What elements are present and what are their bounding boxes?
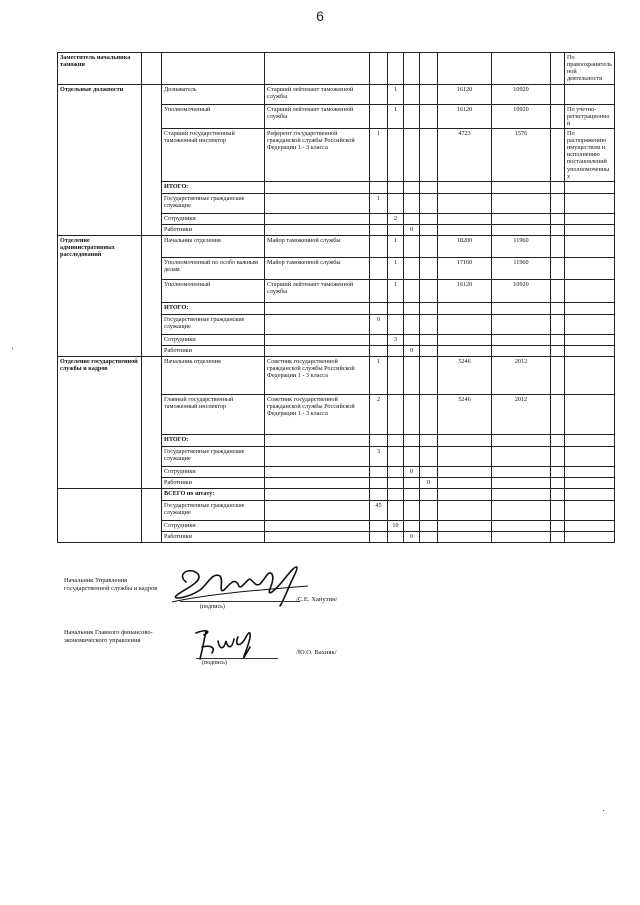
- signature-2-icon: [190, 625, 270, 665]
- salary-cell: 16120: [438, 104, 492, 128]
- scan-speck: [12, 348, 13, 349]
- signature-line-1: [180, 601, 300, 602]
- unit-cell: Заместитель начальника таможни: [58, 53, 142, 85]
- position-cell: Уполномоченный по особо важным делам: [162, 257, 265, 279]
- salary-cell: 16120: [438, 279, 492, 302]
- workers-count: 0: [404, 345, 420, 356]
- signatory-title-2: Начальник Главного финансово-экономического управления: [64, 629, 153, 644]
- unit-cell: Отдельные должности: [58, 84, 142, 235]
- staff-label: Сотрудники: [162, 466, 265, 477]
- civil-label: Государственные гражданские служащие: [162, 446, 265, 466]
- position-cell: Главный государственный таможенный инспектор: [162, 394, 265, 434]
- table-row: [58, 84, 615, 104]
- total-label: ИТОГО:: [162, 181, 265, 193]
- staffing-table: [57, 52, 615, 543]
- workers-count: 0: [404, 531, 420, 542]
- count-cell: 1: [388, 84, 404, 104]
- civil-label: Государственные гражданские служащие: [162, 193, 265, 213]
- allowance-cell: 1576: [492, 128, 551, 181]
- position-cell: Уполномоченный: [162, 279, 265, 302]
- allowance-cell: 11960: [492, 257, 551, 279]
- rank-cell: Майор таможенной службы: [265, 257, 370, 279]
- civil-count: 0: [370, 314, 388, 334]
- allowance-cell: 2012: [492, 356, 551, 394]
- workers-label: Работники: [162, 477, 265, 488]
- grand-total-label: ВСЕГО по штату:: [162, 488, 265, 500]
- table-row: [58, 235, 615, 257]
- salary-cell: 16120: [438, 84, 492, 104]
- position-cell: Уполномоченный: [162, 104, 265, 128]
- workers-count: 0: [404, 224, 420, 235]
- signature-line-2: [196, 658, 278, 659]
- salary-cell: 4723: [438, 128, 492, 181]
- table-row: [58, 53, 615, 85]
- allowance-cell: 10920: [492, 104, 551, 128]
- count-cell: 1: [388, 104, 404, 128]
- total-label: ИТОГО:: [162, 302, 265, 314]
- signature-caption-1: (подпись): [200, 604, 225, 610]
- signatory-title-1: Начальник Управления государственной службы и кадров: [64, 577, 158, 592]
- rank-cell: Референт государственной гражданской службы Российской Федерации 1 - 3 класса: [265, 128, 370, 181]
- position-cell: Дознаватель: [162, 84, 265, 104]
- civil-label: Государственные гражданские служащие: [162, 314, 265, 334]
- staff-label: Сотрудники: [162, 520, 265, 531]
- staff-count: 2: [388, 213, 404, 224]
- salary-cell: 18200: [438, 235, 492, 257]
- total-label: ИТОГО:: [162, 434, 265, 446]
- rank-cell: Старший лейтенант таможенной службы: [265, 104, 370, 128]
- salary-cell: 17160: [438, 257, 492, 279]
- count-cell: 1: [370, 356, 388, 394]
- staff-label: Сотрудники: [162, 213, 265, 224]
- table-row: [58, 488, 615, 500]
- allowance-cell: 2012: [492, 394, 551, 434]
- rank-cell: Советник государственной гражданской службы Российской Федерации 1 - 3 класса: [265, 394, 370, 434]
- civil-count: 45: [370, 500, 388, 520]
- workers-label: Работники: [162, 224, 265, 235]
- rank-cell: Советник государственной гражданской службы Российской Федерации 1 - 3 класса: [265, 356, 370, 394]
- note-cell: По правоохранительной деятельности: [565, 53, 615, 85]
- workers-label: Работники: [162, 345, 265, 356]
- count-cell: 1: [388, 257, 404, 279]
- rank-cell: Старший лейтенант таможенной службы: [265, 84, 370, 104]
- staff-count: 10: [388, 520, 404, 531]
- note-cell: По учетно-регистрационной: [565, 104, 615, 128]
- position-cell: Старший государственный таможенный инспектор: [162, 128, 265, 181]
- staff-label: Сотрудники: [162, 334, 265, 345]
- note-cell: По распоряжению имуществом и исполнению постановлений уполномоченных: [565, 128, 615, 181]
- salary-cell: 5246: [438, 394, 492, 434]
- staff-count: 0: [404, 466, 420, 477]
- civil-count: 3: [370, 446, 388, 466]
- civil-count: 1: [370, 193, 388, 213]
- staff-count: 3: [388, 334, 404, 345]
- civil-label: Государственные гражданские служащие: [162, 500, 265, 520]
- position-cell: Начальник отделения: [162, 356, 265, 394]
- count-cell: 1: [388, 279, 404, 302]
- position-cell: Начальник отделения: [162, 235, 265, 257]
- rank-cell: Майор таможенной службы: [265, 235, 370, 257]
- count-cell: 1: [388, 235, 404, 257]
- signature-caption-2: (подпись): [202, 660, 227, 666]
- note-cell: [565, 84, 615, 104]
- count-cell: 1: [370, 128, 388, 181]
- scan-speck: [603, 810, 604, 811]
- signatory-name-1: /С.Е. Ханутин/: [296, 596, 338, 603]
- workers-count: 0: [420, 477, 438, 488]
- table-row: [58, 356, 615, 394]
- allowance-cell: 10920: [492, 84, 551, 104]
- allowance-cell: 10920: [492, 279, 551, 302]
- rank-cell: Старший лейтенант таможенной службы: [265, 279, 370, 302]
- page-number: 6: [316, 8, 324, 24]
- salary-cell: 5246: [438, 356, 492, 394]
- signatory-name-2: /Ю.О. Вахняк/: [296, 649, 337, 656]
- count-cell: 2: [370, 394, 388, 434]
- allowance-cell: 11960: [492, 235, 551, 257]
- unit-cell: Отделение административных расследований: [58, 235, 142, 356]
- workers-label: Работники: [162, 531, 265, 542]
- unit-cell: Отделение государственной службы и кадров: [58, 356, 142, 488]
